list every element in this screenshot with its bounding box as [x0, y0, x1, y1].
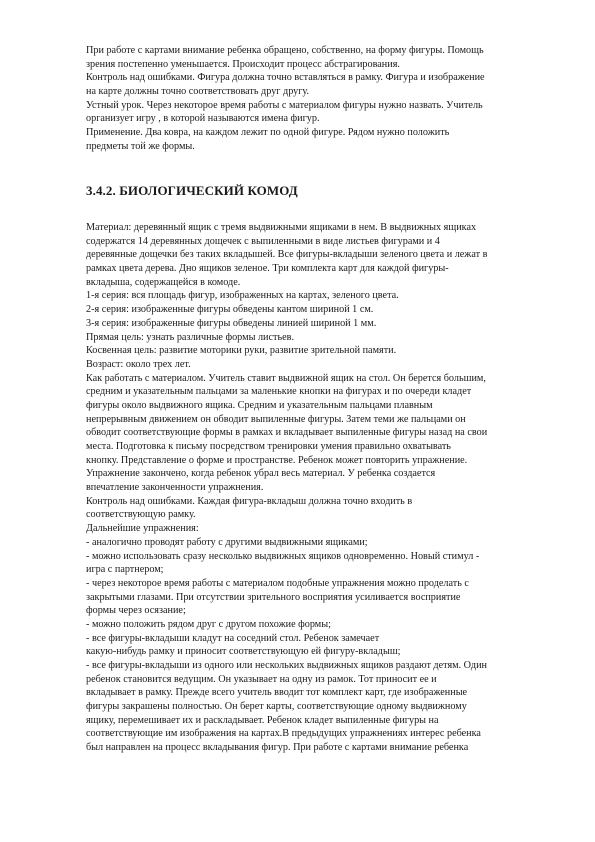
text-line: - все фигуры-вкладыши кладут на соседний стол. Ребенок замечает	[86, 632, 380, 644]
text-line: Устный урок. Через некоторое время работы с материалом фигуры нужно назвать. Учитель	[86, 99, 483, 111]
text-line: - можно использовать сразу несколько выдвижных ящиков одновременно. Новый стимул -	[86, 550, 480, 562]
section-body	[86, 221, 556, 755]
text-line: на карте должны точно соответствовать друг другу.	[86, 86, 310, 98]
text-line: был направлен на процесс вкладывания фигур. При работе с картами внимание ребенка	[86, 742, 469, 754]
text-line: - можно положить рядом друг с другом похожие формы;	[86, 618, 331, 630]
text-line: организует игру , в которой называются имена фигур.	[86, 113, 320, 125]
text-line: соответствующую рамку.	[86, 509, 196, 521]
text-line: Контроль над ошибками. Каждая фигура-вкладыш должна точно входить в	[86, 495, 413, 507]
text-line: закрытыми глазами. При отсутствии зрительного восприятия усиливается восприятие	[86, 591, 461, 603]
intro-paragraphs	[86, 44, 556, 154]
text-line: - все фигуры-вкладыши из одного или нескольких выдвижных ящиков раздают детям. Один	[86, 660, 487, 671]
text-line: 2-я серия: изображенные фигуры обведены кантом шириной 1 см.	[86, 304, 374, 316]
text-line: Возраст: около трех лет.	[86, 358, 191, 370]
text-line: Косвенная цель: развитие моторики руки, развитие зрительной памяти.	[86, 345, 397, 357]
text-line: ящику, перемешивает их и раскладывает. Ребенок кладет выпиленные фигуры на	[86, 714, 439, 726]
text-line: зрения постепенно уменьшается. Происходит процесс абстрагирования.	[86, 58, 400, 70]
text-line: - аналогично проводят работу с другими выдвижными ящиками;	[86, 536, 368, 548]
text-line: ребенок становится ведущим. Он указывает на одну из рамок. Тот приносит ее и	[86, 673, 437, 685]
text-line: фигуры около выдвижного ящика. Средним и указательным пальцами плавным	[86, 399, 433, 411]
text-line: игра с партнером;	[86, 564, 164, 576]
section-heading: 3.4.2. БИОЛОГИЧЕСКИЙ КОМОД	[86, 183, 298, 198]
text-line: Как работать с материалом. Учитель ставит выдвижной ящик на стол. Он берется большим,	[86, 372, 486, 384]
text-line: рамках цвета дерева. Дно ящиков зеленое. Три комплекта карт для каждой фигуры-	[86, 263, 449, 275]
text-line: вкладывает в рамку. Прежде всего учитель вводит тот комплект карт, где изображенные	[86, 687, 468, 699]
text-line: непрерывным движением он обводит выпиленные фигуры. Затем теми же пальцами он	[86, 413, 466, 425]
text-line: 3-я серия: изображенные фигуры обведены линией шириной 1 мм.	[86, 317, 377, 329]
text-line: формы через осязание;	[86, 605, 186, 617]
text-line: обводит соответствующие формы в рамках и вкладывает выпиленные фигуры назад на свои	[86, 427, 488, 439]
text-line: При работе с картами внимание ребенка обращено, собственно, на форму фигуры. Помощь	[86, 45, 484, 56]
text-line: какую-нибудь рамку и приносит соответствующую ей фигуру-вкладыш;	[86, 646, 401, 658]
text-line: Материал: деревянный ящик с тремя выдвижными ящиками в нем. В выдвижных ящиках	[86, 222, 477, 233]
text-line: предметы той же формы.	[86, 140, 195, 152]
text-line: Упражнение закончено, когда ребенок убрал весь материал. У ребенка создается	[86, 468, 436, 480]
text-line: кнопку. Представление о форме и пространстве. Ребенок может повторить упражнение.	[86, 454, 468, 466]
text-line: вкладыша, содержащейся в комоде.	[86, 276, 241, 288]
text-line: Контроль над ошибками. Фигура должна точно вставляться в рамку. Фигура и изображение	[86, 72, 485, 84]
text-line: - через некоторое время работы с материалом подобные упражнения можно проделать с	[86, 577, 469, 589]
text-line: соответствующие им изображения на картах.В предыдущих упражнениях интерес ребенка	[86, 728, 481, 740]
text-line: содержатся 14 деревянных дощечек с выпиленными в виде листьев фигурами и 4	[86, 235, 440, 247]
text-line: места. Подготовка к письму посредством тренировки умения правильно охватывать	[86, 441, 451, 452]
text-line: 1-я серия: вся площадь фигур, изображенных на картах, зеленого цвета.	[86, 290, 399, 302]
text-line: впечатление законченности упражнения.	[86, 482, 264, 494]
text-line: Дальнейшие упражнения:	[86, 523, 199, 535]
text-line: Применение. Два ковра, на каждом лежит по одной фигуре. Рядом нужно положить	[86, 127, 450, 139]
text-line: Прямая цель: узнать различные формы листьев.	[86, 331, 294, 343]
text-line: средним и указательным пальцами за маленькие кнопки на фигурах и по очереди кладет	[86, 386, 472, 398]
text-line: фигуры закрашены полностью. Он берет карты, соответствующие одному выдвижному	[86, 701, 467, 713]
text-line: деревянные дощечки без таких вкладышей. Все фигуры-вкладыши зеленого цвета и лежат в	[86, 249, 488, 261]
